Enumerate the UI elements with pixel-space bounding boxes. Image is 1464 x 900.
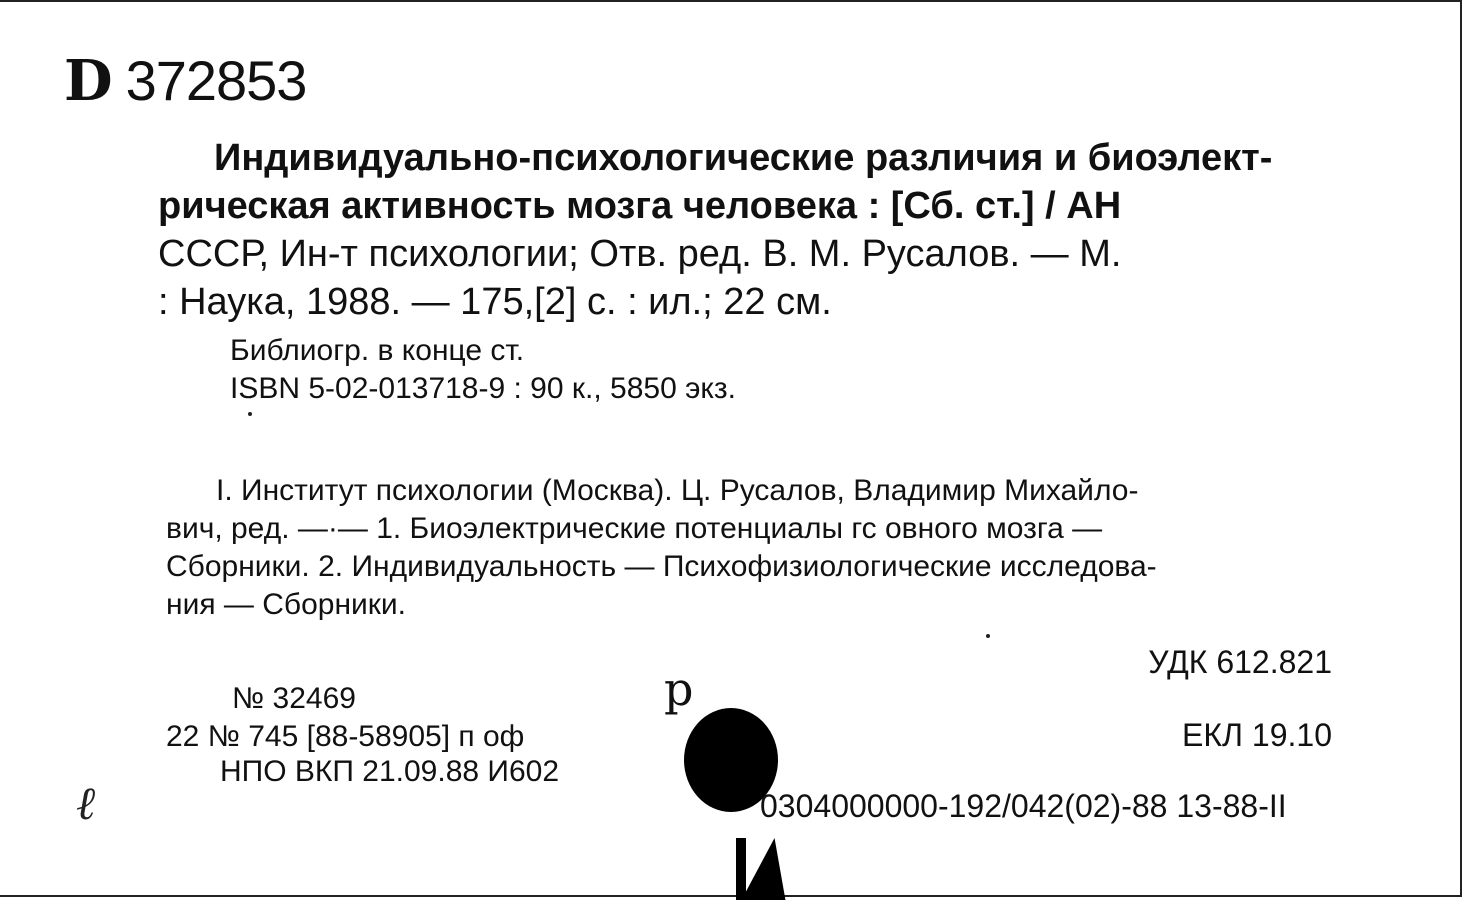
printer-info: НПО ВКП 21.09.88 И602 — [220, 755, 560, 788]
notes-block — [230, 332, 736, 408]
tracing-line-3: Сборники. 2. Индивидуальность — Психофизиологические исследова- — [166, 550, 1157, 583]
call-number-value: 372853 — [125, 49, 307, 112]
ekl-number: ЕКЛ 19.10 — [1182, 717, 1332, 753]
call-number — [64, 48, 306, 114]
call-number-prefix: D — [64, 48, 112, 114]
accession-number: № 32469 — [232, 682, 356, 715]
entry-line — [158, 182, 1121, 230]
entry-line-3: СССР, Ин-т психологии; Отв. ред. В. М. Русалов. — М. — [158, 233, 1122, 275]
speck — [248, 412, 252, 416]
classification-number: 0304000000-192/042(02)-88 13-88-II — [760, 788, 1287, 824]
pencil-mark-icon: ℓ — [76, 776, 96, 830]
handwritten-mark: р — [664, 662, 694, 716]
speck — [986, 634, 990, 638]
entry-line-2: рическая активность мозга человека : [Сб. ст.] / АН — [158, 185, 1122, 227]
tracing-line-4: ния — Сборники. — [166, 588, 406, 621]
entry-line-4: : Наука, 1988. — 175,[2] с. : ил.; 22 см. — [158, 281, 832, 323]
order-number: 22 № 745 [88-58905] п оф — [166, 720, 525, 753]
note-isbn: ISBN 5-02-013718-9 : 90 к., 5850 экз. — [230, 372, 736, 405]
tracing-line-2: вич, ред. —·— 1. Биоэлектрические потенциалы гс овного мозга — — [166, 512, 1103, 545]
entry-line-title: Индивидуально-психологические различия и биоэлект- — [214, 137, 1273, 179]
udk-number: УДК 612.821 — [1148, 644, 1332, 680]
tracing-line-1: I. Институт психологии (Москва). Ц. Русалов, Владимир Михайло- — [216, 474, 1139, 507]
note-bibliography: Библиогр. в конце ст. — [230, 334, 525, 367]
